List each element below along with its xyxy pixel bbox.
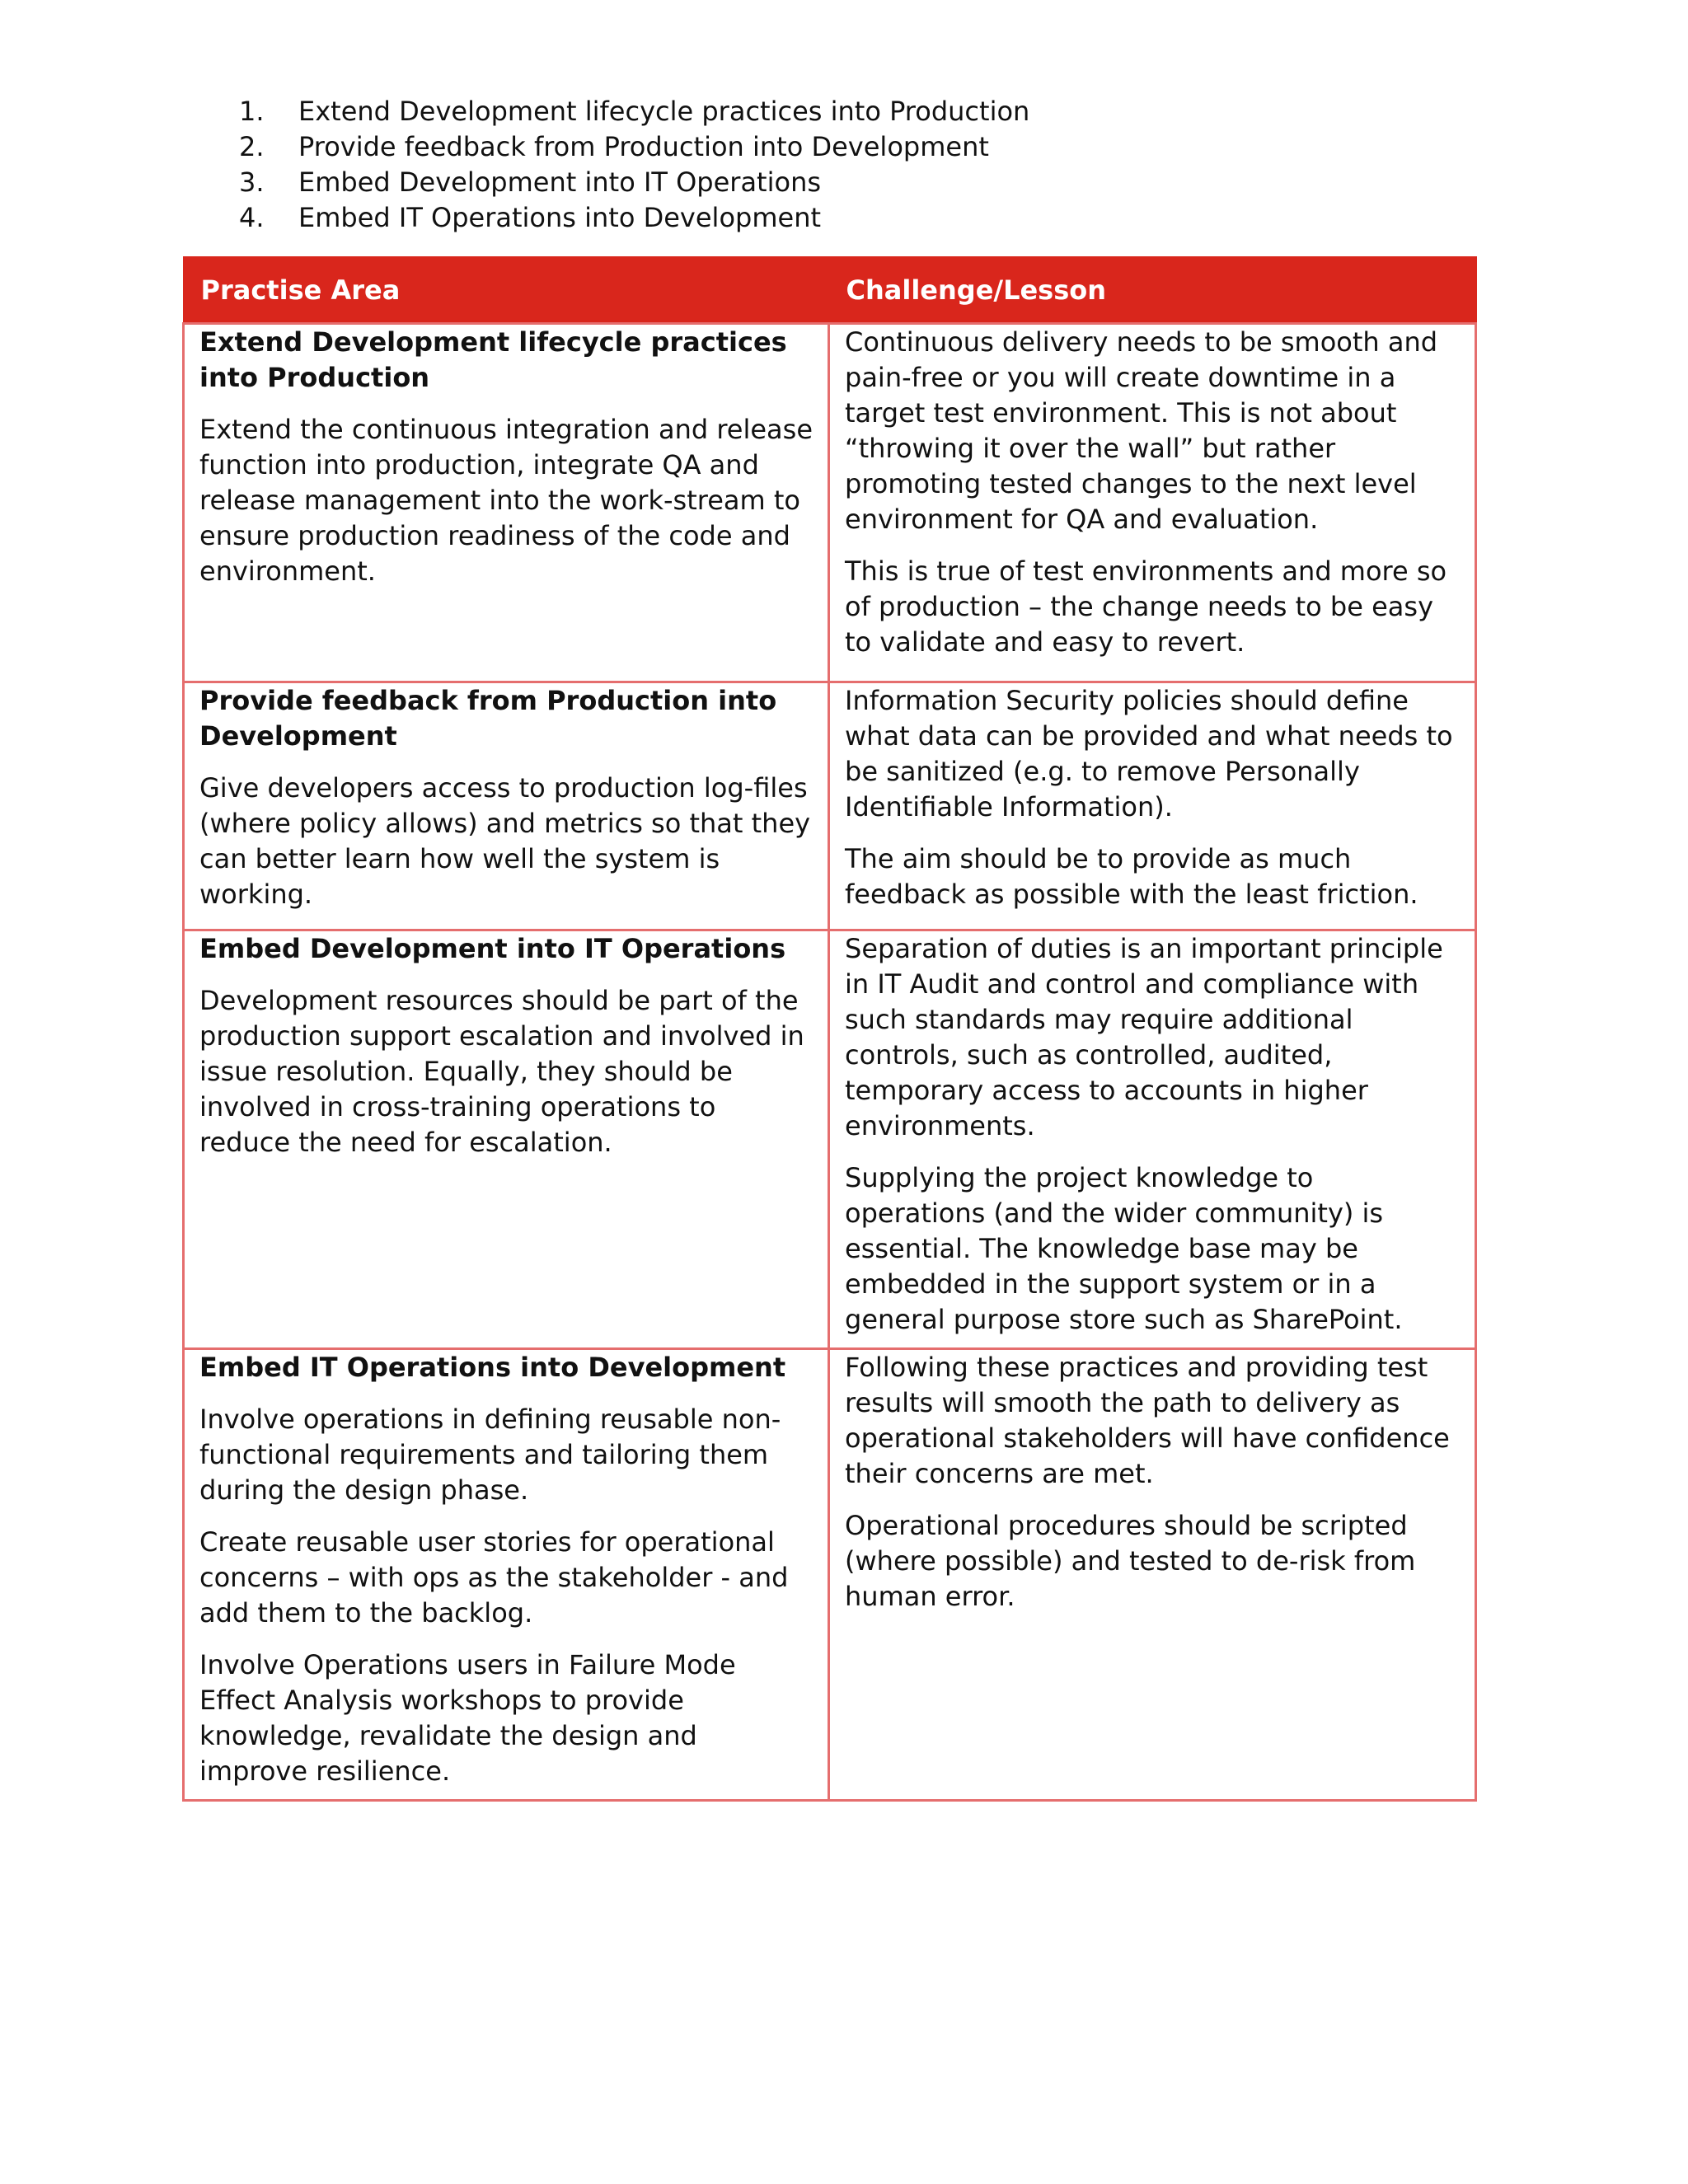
practise-area-paragraph: Involve operations in defining reusable non-functional requirements and tailoring them during the design phase. [199, 1404, 781, 1506]
list-text: Extend Development lifecycle practices into Production [298, 96, 1030, 127]
table-header-row [184, 257, 1476, 324]
list-text: Provide feedback from Production into Development [298, 131, 989, 162]
table-row [184, 682, 1476, 930]
practise-area-paragraph: Give developers access to production log-files (where policy allows) and metrics so that they can better learn how well the system is working. [199, 772, 811, 910]
practise-area-title: Embed Development into IT Operations [199, 933, 786, 964]
header-practise-area: Practise Area [184, 257, 829, 324]
challenge-paragraph: This is true of test environments and more so of production – the change needs to be easy to validate and easy to revert. [845, 555, 1447, 658]
practise-area-paragraph: Involve Operations users in Failure Mode Effect Analysis workshops to provide knowledge, revalidate the design and improve resilience. [199, 1649, 736, 1787]
practise-area-cell [184, 930, 829, 1349]
challenge-paragraph: Information Security policies should define what data can be provided and what needs to be sanitized (e.g. to remove Personally Identifiable Information). [845, 685, 1453, 823]
challenge-paragraph: Supplying the project knowledge to operations (and the wider community) is essential. The knowledge base may be embedded in the support system or in a general purpose store such as SharePoint. [845, 1162, 1403, 1335]
challenge-paragraph: Following these practices and providing test results will smooth the path to delivery as operational stakeholders will have confidence their concerns are met. [845, 1352, 1450, 1489]
challenge-paragraph: Operational procedures should be scripted (where possible) and tested to de-risk from human error. [845, 1510, 1416, 1612]
list-item [239, 94, 1029, 129]
challenge-paragraph: The aim should be to provide as much feedback as possible with the least friction. [845, 843, 1418, 910]
practise-area-cell [184, 1349, 829, 1801]
challenge-lesson-cell [829, 682, 1476, 930]
practise-area-paragraph: Create reusable user stories for operational concerns – with ops as the stakeholder - and add them to the backlog. [199, 1526, 789, 1629]
table-row [184, 930, 1476, 1349]
challenge-lesson-cell [829, 324, 1476, 682]
list-item [239, 200, 1029, 236]
list-item [239, 165, 1029, 200]
challenge-lesson-cell [829, 930, 1476, 1349]
list-number: 3. [239, 166, 265, 198]
practise-area-title: Provide feedback from Production into Development [199, 685, 777, 752]
list-text: Embed Development into IT Operations [298, 166, 822, 198]
challenge-lesson-cell [829, 1349, 1476, 1801]
table-row [184, 324, 1476, 682]
list-text: Embed IT Operations into Development [298, 202, 822, 233]
practise-area-paragraph: Development resources should be part of the production support escalation and involved in issue resolution. Equally, they should be involved in cross-training operations to reduce the need for escalation. [199, 985, 804, 1158]
challenge-paragraph: Continuous delivery needs to be smooth and pain-free or you will create downtime in a target test environment. This is not about “throwing it over the wall” but rather promoting tested changes to the next level environment for QA and evaluation. [845, 326, 1438, 535]
practise-area-cell [184, 682, 829, 930]
list-number: 4. [239, 202, 265, 233]
practice-steps-list [239, 94, 1029, 236]
list-number: 1. [239, 96, 265, 127]
list-item [239, 129, 1029, 165]
practise-area-title: Extend Development lifecycle practices into Production [199, 326, 787, 393]
table-row [184, 1349, 1476, 1801]
practise-table [182, 256, 1477, 1802]
practise-area-title: Embed IT Operations into Development [199, 1352, 786, 1383]
list-number: 2. [239, 131, 265, 162]
practise-area-cell [184, 324, 829, 682]
practise-area-paragraph: Extend the continuous integration and release function into production, integrate QA and release management into the work-stream to ensure production readiness of the code and environment. [199, 414, 814, 587]
header-challenge-lesson: Challenge/Lesson [829, 257, 1476, 324]
challenge-paragraph: Separation of duties is an important principle in IT Audit and control and compliance with such standards may require additional controls, such as controlled, audited, temporary access to accounts in higher environments. [845, 933, 1443, 1141]
